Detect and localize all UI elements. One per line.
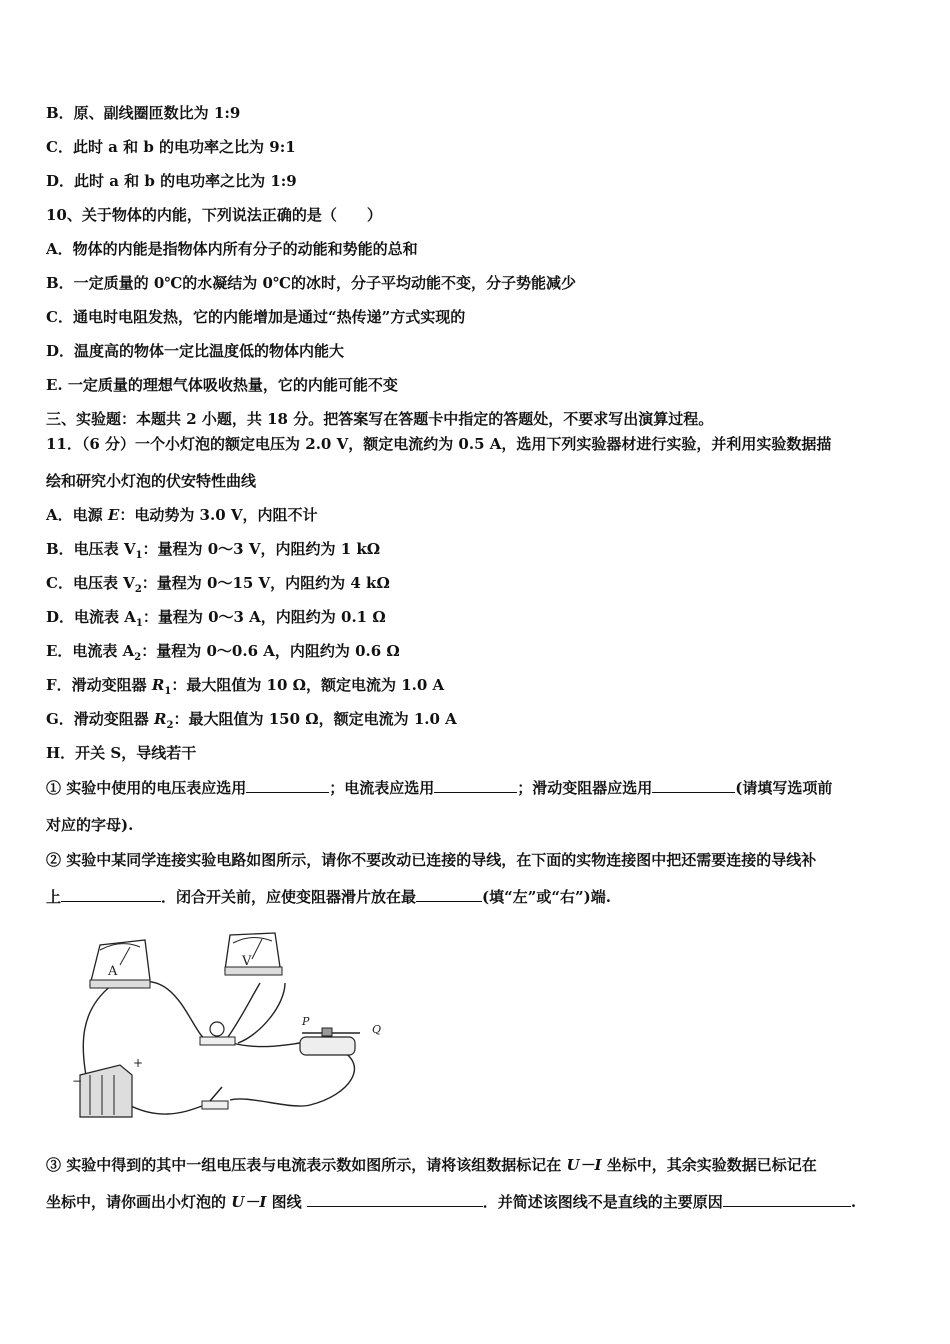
rheostat-icon bbox=[300, 1015, 381, 1055]
answer-blank-end[interactable] bbox=[416, 887, 482, 902]
voltmeter-icon bbox=[225, 933, 282, 975]
ammeter-label: A bbox=[108, 964, 118, 979]
battery-icon bbox=[72, 1056, 143, 1117]
q11-stem-line-2: 绘和研究小灯泡的伏安特性曲线 bbox=[46, 472, 257, 490]
q11-stem-line-1: 11．（6 分）一个小灯泡的额定电压为 2.0 V，额定电流约为 0.5 A，选用下列实验器材进行实验，并利用实验数据描 bbox=[46, 435, 832, 453]
answer-blank-graph[interactable] bbox=[307, 1192, 483, 1207]
q11-part-2-cont: 上 ．闭合开关前，应使变阻器滑片放在最 (填“左”或“右”)端. bbox=[46, 888, 611, 906]
q11-item-h: H．开关 S，导线若干 bbox=[46, 744, 197, 762]
q10-option-d: D．温度高的物体一定比温度低的物体内能大 bbox=[46, 342, 345, 360]
q11-item-f: F．滑动变阻器 $R_1$：最大阻值为 10 Ω，额定电流为 1.0 A bbox=[46, 676, 445, 697]
q11-part-3-cont: 坐标中，请你画出小灯泡的 U－I 图线 ．并简述该图线不是直线的主要原因 . bbox=[46, 1193, 857, 1211]
voltmeter-label: V bbox=[242, 954, 252, 969]
wire bbox=[228, 983, 260, 1037]
q11-item-g: G．滑动变阻器 $R_2$：最大阻值为 150 Ω，额定电流为 1.0 A bbox=[46, 710, 457, 731]
wire bbox=[232, 1043, 300, 1047]
wire bbox=[230, 1050, 354, 1106]
q11-item-d: D．电流表 $A_1$：量程为 0～3 A，内阻约为 0.1 Ω bbox=[46, 608, 386, 629]
q11-part-3: ③ 实验中得到的其中一组电压表与电流表示数如图所示，请将该组数据标记在 U－I 坐标中，其余实验数据已标记在 bbox=[46, 1156, 817, 1174]
answer-blank-reason[interactable] bbox=[723, 1192, 851, 1207]
minus-label: − bbox=[72, 1074, 83, 1088]
q11-item-b: B．电压表 $V_1$：量程为 0～3 V，内阻约为 1 kΩ bbox=[46, 540, 381, 561]
wire bbox=[120, 1100, 205, 1114]
plus-label: + bbox=[133, 1056, 144, 1070]
q-label: Q bbox=[372, 1023, 382, 1036]
wire bbox=[128, 981, 210, 1043]
q11-item-e: E．电流表 $A_2$：量程为 0～0.6 A，内阻约为 0.6 Ω bbox=[46, 642, 400, 663]
answer-blank-wires[interactable] bbox=[61, 887, 161, 902]
p-label: P bbox=[302, 1015, 310, 1028]
section-3-header: 三、实验题：本题共 2 小题，共 18 分。把答案写在答题卡中指定的答题处，不要求写出演算过程。 bbox=[46, 410, 714, 428]
q11-part-1-cont: 对应的字母). bbox=[46, 816, 134, 834]
switch-icon bbox=[202, 1087, 228, 1109]
q10-option-e: E. 一定质量的理想气体吸收热量，它的内能可能不变 bbox=[46, 376, 398, 394]
q11-item-c: C．电压表 $V_2$：量程为 0～15 V，内阻约为 4 kΩ bbox=[46, 574, 390, 595]
q9-option-d: D．此时 a 和 b 的电功率之比为 1:9 bbox=[46, 172, 297, 190]
answer-blank-voltmeter[interactable] bbox=[246, 778, 329, 793]
q11-part-2: ② 实验中某同学连接实验电路如图所示，请你不要改动已连接的导线，在下面的实物连接图中把还需要连接的导线补 bbox=[46, 851, 817, 869]
circuit-figure bbox=[70, 925, 400, 1120]
wire bbox=[238, 983, 285, 1043]
q10-option-a: A．物体的内能是指物体内所有分子的动能和势能的总和 bbox=[46, 240, 418, 258]
q10-option-c: C．通电时电阻发热，它的内能增加是通过“热传递”方式实现的 bbox=[46, 308, 466, 326]
q10-option-b: B．一定质量的 0℃的水凝结为 0℃的冰时，分子平均动能不变，分子势能减少 bbox=[46, 274, 576, 292]
q9-option-b: B．原、副线圈匝数比为 1:9 bbox=[46, 104, 241, 122]
answer-blank-ammeter[interactable] bbox=[434, 778, 517, 793]
answer-blank-rheostat[interactable] bbox=[652, 778, 735, 793]
ammeter-icon bbox=[90, 940, 150, 988]
q10-stem: 10、关于物体的内能，下列说法正确的是（ ） bbox=[46, 206, 382, 224]
q11-part-1: ① 实验中使用的电压表应选用 ；电流表应选用 ；滑动变阻器应选用 (请填写选项前 bbox=[46, 779, 833, 797]
q11-item-a: A．电源 E：电动势为 3.0 V，内阻不计 bbox=[46, 506, 318, 524]
q9-option-c: C．此时 a 和 b 的电功率之比为 9:1 bbox=[46, 138, 296, 156]
